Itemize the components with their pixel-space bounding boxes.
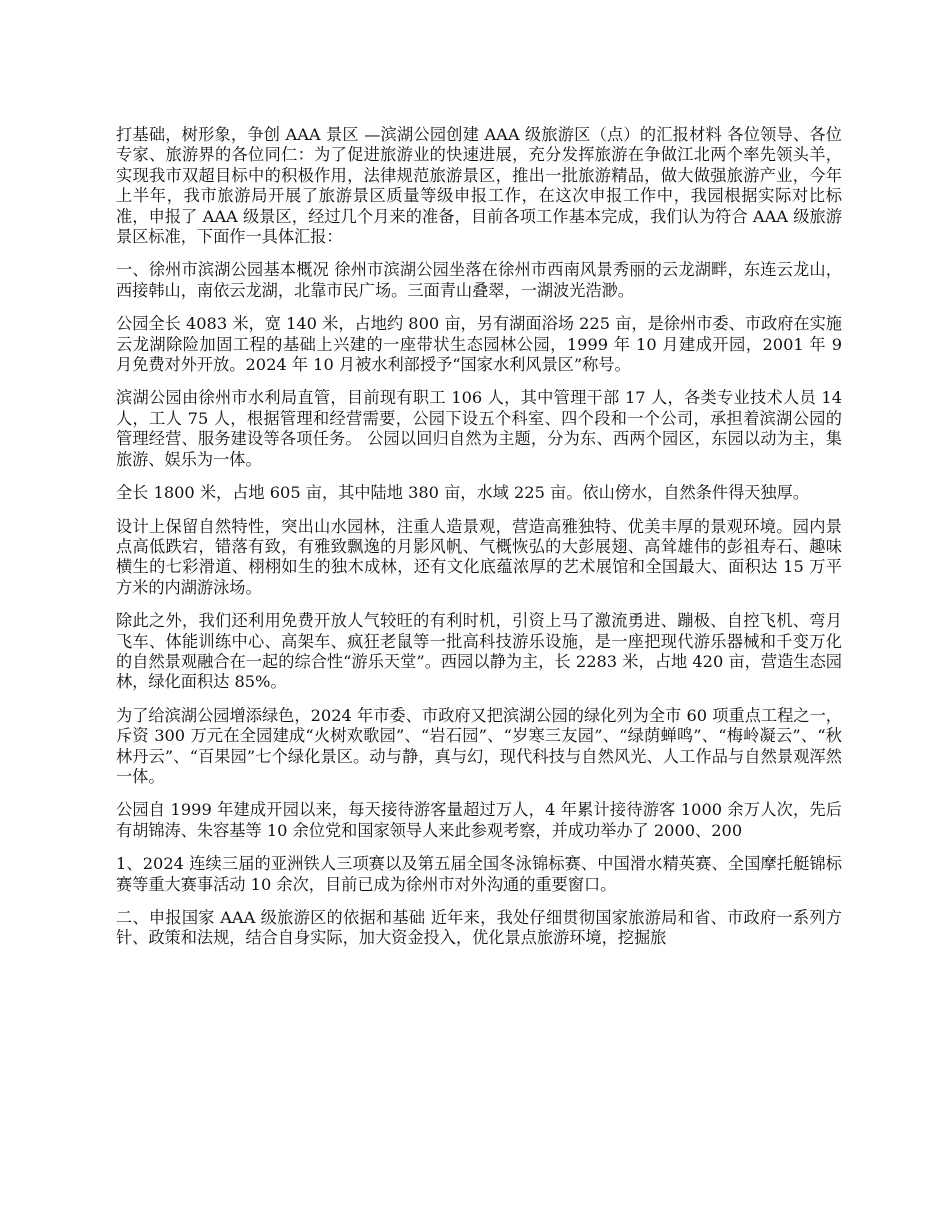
paragraph-size: 公园全长 4083 米，宽 140 米，占地约 800 亩，另有湖面浴场 225 亩，是徐州市委、市政府在实施云龙湖除险加固工程的基础上兴建的一座带状生态园林公园，1999 年 10 月建成开园，2001 年 9 月免费对外开放。2024 年 10 月被水利部授予“国家水利风景区”称号。: [116, 314, 842, 375]
paragraph-design: 设计上保留自然特性，突出山水园林，注重人造景观，营造高雅独特、优美丰厚的景观环境。园内景点高低跌宕，错落有致，有雅致飘逸的月影风帆、气概恢弘的大彭展翅、高耸雄伟的彭祖寿石、趣味横生的七彩滑道、栩栩如生的独木成林，还有文化底蕴浓厚的艺术展馆和全国最大、面积达 15 万平方米的内湖游泳场。: [116, 516, 842, 597]
paragraph-intro: 打基础，树形象，争创 AAA 景区 —滨湖公园创建 AAA 级旅游区（点）的汇报材料 各位领导、各位专家、旅游界的各位同仁：为了促进旅游业的快速进展，充分发挥旅游在争做江北两个率先领头羊，实现我市双超目标中的积极作用，法律规范旅游景区，推出一批旅游精品，做大做强旅游产业，今年上半年，我市旅游局开展了旅游景区质量等级申报工作，在这次申报工作中，我园根据实际对比标准，申报了 AAA 级景区，经过几个月来的准备，目前各项工作基本完成，我们认为符合 AAA 级旅游景区标准，下面作一具体汇报：: [116, 125, 842, 247]
paragraph-overview: 一、徐州市滨湖公园基本概况 徐州市滨湖公园坐落在徐州市西南风景秀丽的云龙湖畔，东连云龙山，西接韩山，南依云龙湖，北靠市民广场。三面青山叠翠，一湖波光浩渺。: [116, 260, 842, 300]
paragraph-east-garden: 全长 1800 米，占地 605 亩，其中陆地 380 亩，水域 225 亩。依山傍水，自然条件得天独厚。: [116, 483, 810, 503]
document-body: [116, 125, 842, 962]
paragraph-basis: 二、申报国家 AAA 级旅游区的依据和基础 近年来，我处仔细贯彻国家旅游局和省、市政府一系列方针、政策和法规，结合自身实际，加大资金投入，优化景点旅游环境，挖掘旅: [116, 908, 842, 948]
paragraph-facilities: 除此之外，我们还利用免费开放人气较旺的有利时机，引资上马了激流勇进、蹦极、自控飞机、弯月飞车、体能训练中心、高架车、疯狂老鼠等一批高科技游乐设施，是一座把现代游乐器械和千变万化的自然景观融合在一起的综合性“游乐天堂”。西园以静为主，长 2283 米，占地 420 亩，营造生态园林，绿化面积达 85%。: [116, 611, 842, 692]
paragraph-visitors: 公园自 1999 年建成开园以来，每天接待游客量超过万人，4 年累计接待游客 1000 余万人次，先后有胡锦涛、朱容基等 10 余位党和国家领导人来此参观考察，并成功举办了 2000、200: [116, 800, 842, 840]
paragraph-greening: 为了给滨湖公园增添绿色，2024 年市委、市政府又把滨湖公园的绿化列为全市 60 项重点工程之一，斥资 300 万元在全园建成“火树欢歌园”、“岩石园”、“岁寒三友园”、“绿荫蝉鸣”、“梅岭凝云”、“秋林丹云”、“百果园”七个绿化景区。动与静，真与幻，现代科技与自然风光、人工作品与自然景观浑然一体。: [116, 705, 842, 786]
paragraph-management: 滨湖公园由徐州市水利局直管，目前现有职工 106 人，其中管理干部 17 人，各类专业技术人员 14 人，工人 75 人，根据管理和经营需要，公园下设五个科室、四个段和一个公司，承担着滨湖公园的管理经营、服务建设等各项任务。 公园以回归自然为主题，分为东、西两个园区，东园以动为主，集旅游、娱乐为一体。: [116, 388, 842, 469]
paragraph-events: 1、2024 连续三届的亚洲铁人三项赛以及第五届全国冬泳锦标赛、中国滑水精英赛、全国摩托艇锦标赛等重大赛事活动 10 余次，目前已成为徐州市对外沟通的重要窗口。: [116, 854, 842, 894]
